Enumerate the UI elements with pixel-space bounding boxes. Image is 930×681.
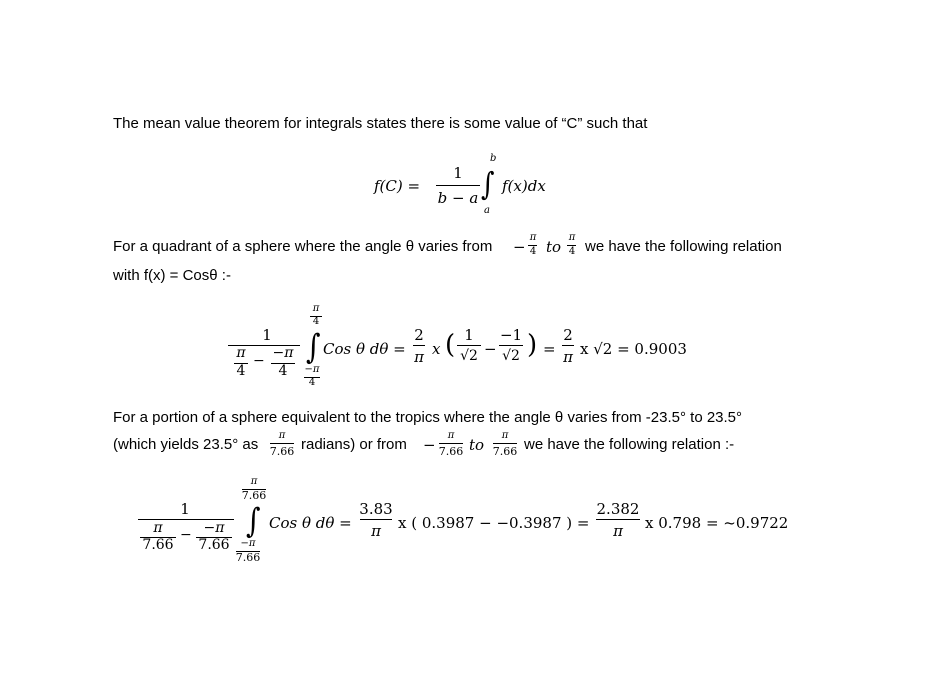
eq1-numerator: 1 — [453, 164, 463, 182]
eq2-c2-den: π — [563, 348, 573, 366]
eq2-integrand: Cos θ dθ = — [323, 340, 406, 358]
eq1-lower-limit: a — [484, 205, 490, 216]
eq3-integrand: Cos θ dθ = — [269, 514, 352, 532]
tropics-frac-den: 7.66 — [269, 445, 295, 458]
tropics-from-den: 7.66 — [438, 445, 464, 458]
eq2-f2-num: −1 — [499, 326, 523, 344]
eq2-upper-den: 4 — [312, 316, 320, 327]
eq3-upper-den: 7.66 — [241, 489, 267, 502]
eq3-mid: x ( 0.3987 − −0.3987 ) = — [398, 514, 590, 532]
tropics-text-b1: (which yields 23.5° as — [113, 436, 259, 453]
eq2-paren-open: ( — [445, 330, 456, 360]
eq2-den-b-num: −π — [272, 345, 294, 361]
eq3-lower-num: −π — [240, 538, 256, 549]
eq2-den-b-den: 4 — [278, 363, 288, 379]
eq2-paren-close: ) — [527, 330, 538, 360]
quadrant-text-a: For a quadrant of a sphere where the angle θ varies from — [113, 238, 493, 255]
eq2-integral-sign: ∫ — [306, 326, 321, 367]
quadrant-to: to — [546, 238, 562, 256]
eq3-tail: x 0.798 = ~0.9722 — [645, 514, 789, 532]
quadrant-text-c: with f(x) = Cosθ :- — [113, 267, 231, 284]
intro-text: The mean value theorem for integrals states there is some value of “C” such that — [113, 115, 648, 132]
eq2-c1-bar — [413, 345, 425, 346]
eq3-den-a-den: 7.66 — [142, 537, 174, 553]
eq2-f1-num: 1 — [464, 326, 474, 344]
eq1-fraction-bar — [436, 185, 480, 186]
eq3-den-b-num: −π — [203, 520, 225, 536]
eq2-den-a-den: 4 — [236, 363, 246, 379]
tropics-to-den: 7.66 — [492, 445, 518, 458]
eq3-c2-bar — [596, 519, 640, 520]
tropics-text-a: For a portion of a sphere equivalent to the tropics where the angle θ varies from -23.5° to 23.5° — [113, 409, 743, 426]
tropics-text-b2: radians) or from — [301, 436, 407, 453]
eq2-c1-den: π — [414, 348, 424, 366]
quadrant-to-pi: π — [568, 232, 576, 243]
eq3-upper-num: π — [250, 476, 258, 487]
eq2-den-minus: − — [253, 353, 265, 369]
eq2-times-1: x — [432, 340, 441, 358]
tropics-to-pi: π — [501, 430, 509, 441]
eq3-den-a-num: π — [153, 520, 163, 536]
tropics-from-bar — [439, 443, 463, 444]
eq2-f2-den: √2 — [502, 348, 520, 364]
tropics-to-bar — [493, 443, 517, 444]
eq1-integral-sign: ∫ — [481, 167, 495, 203]
eq2-lower-den: 4 — [308, 377, 316, 388]
tropics-from-pi: π — [447, 430, 455, 441]
quadrant-from-four: 4 — [529, 246, 537, 257]
tropics-frac-pi: π — [278, 430, 286, 441]
eq2-f2-bar — [499, 345, 523, 346]
eq2-tail: x √2 = 0.9003 — [580, 340, 687, 358]
eq3-den-minus: − — [180, 527, 192, 543]
eq3-c1-num: 3.83 — [359, 500, 393, 518]
eq2-f1-den: √2 — [460, 348, 478, 364]
eq3-c2-den: π — [613, 522, 623, 540]
tropics-to: to — [469, 436, 485, 454]
eq2-equals: = — [543, 340, 556, 358]
eq1-integrand: f(x)dx — [502, 177, 546, 195]
quadrant-text-b: we have the following relation — [585, 238, 782, 255]
eq3-integral-sign: ∫ — [246, 500, 261, 541]
eq1-upper-limit: b — [490, 153, 497, 164]
eq3-lower-den: 7.66 — [235, 551, 261, 564]
quadrant-from-pi: π — [529, 232, 537, 243]
eq3-numerator: 1 — [180, 500, 190, 518]
tropics-neg-sign: − — [423, 436, 436, 454]
eq2-lower-num: −π — [304, 364, 320, 375]
tropics-frac-bar — [270, 443, 294, 444]
eq2-den-a-num: π — [236, 345, 246, 361]
eq3-den-b-den: 7.66 — [198, 537, 230, 553]
eq3-c1-den: π — [371, 522, 381, 540]
tropics-text-b3: we have the following relation :- — [524, 436, 735, 453]
eq2-c1-num: 2 — [414, 326, 424, 344]
quadrant-neg-sign: − — [513, 238, 526, 256]
eq2-numerator: 1 — [262, 326, 272, 344]
eq1-denominator: b − a — [437, 189, 479, 207]
eq2-upper-num: π — [312, 303, 320, 314]
eq2-f1-bar — [457, 345, 481, 346]
eq2-c2-bar — [562, 345, 574, 346]
quadrant-to-four: 4 — [568, 246, 576, 257]
eq3-c2-num: 2.382 — [596, 500, 640, 518]
eq2-minus: − — [484, 340, 497, 358]
eq1-lhs: f(C) = — [374, 177, 421, 195]
eq2-c2-num: 2 — [563, 326, 573, 344]
eq3-c1-bar — [360, 519, 392, 520]
